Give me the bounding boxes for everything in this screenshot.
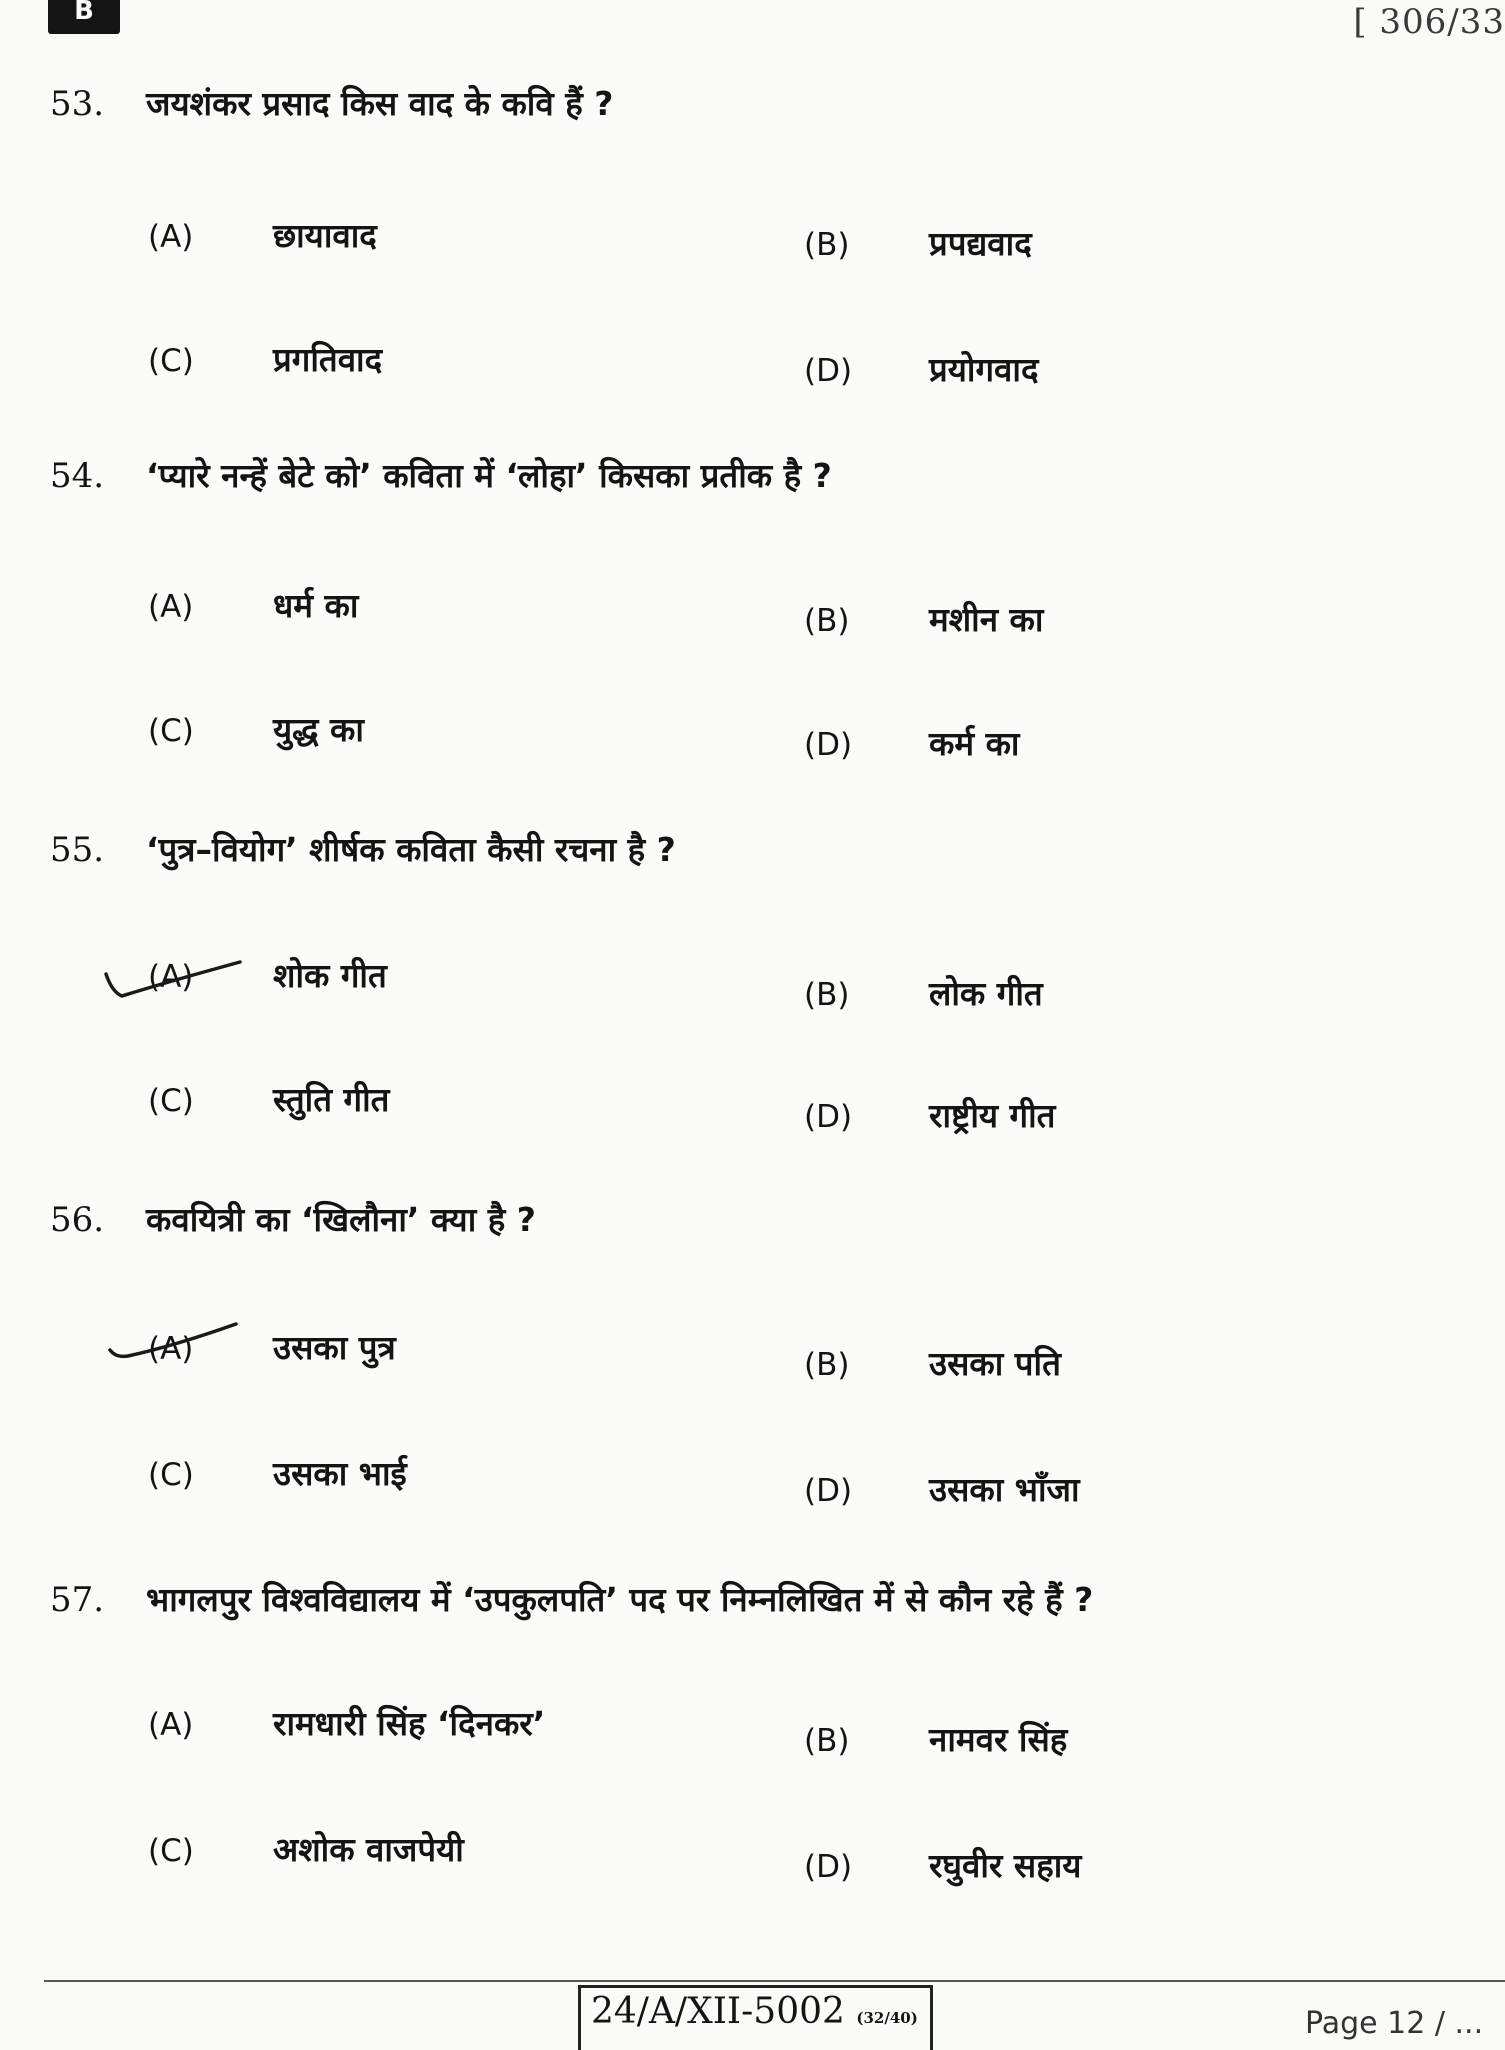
option-text: रघुवीर सहाय <box>929 1846 1082 1885</box>
question-56 <box>50 1196 1470 1244</box>
option-letter: (D) <box>804 1099 853 1135</box>
q53-option-c <box>148 336 382 385</box>
paper-code: [ 306/33 <box>1353 2 1505 42</box>
question-57 <box>50 1576 1470 1624</box>
q54-option-d <box>804 720 1019 769</box>
question-number: 53. <box>50 84 105 124</box>
set-badge <box>48 0 120 34</box>
option-letter: (D) <box>804 727 853 763</box>
q53-option-d <box>804 346 1038 395</box>
option-letter: (A) <box>148 1331 194 1367</box>
footer-rule <box>44 1980 1505 1982</box>
handwritten-tick-mark <box>100 948 250 1008</box>
option-letter: (B) <box>804 603 850 639</box>
question-text: जयशंकर प्रसाद किस वाद के कवि हैं ? <box>146 84 614 123</box>
option-letter: (C) <box>148 1833 194 1869</box>
option-letter: (B) <box>804 1723 850 1759</box>
option-text: प्रयोगवाद <box>929 350 1039 389</box>
q53-option-b <box>804 220 1032 269</box>
question-53 <box>50 80 1470 128</box>
option-letter: (C) <box>148 1457 194 1493</box>
option-text: अशोक वाजपेयी <box>273 1830 464 1869</box>
question-text: ‘पुत्र–वियोग’ शीर्षक कविता कैसी रचना है ? <box>146 830 676 869</box>
option-text: प्रगतिवाद <box>273 340 383 379</box>
footer-code-suffix: (32/40) <box>856 2009 918 2027</box>
set-label: B <box>74 0 94 26</box>
option-letter: (A) <box>148 959 194 995</box>
footer-code <box>578 1985 933 2050</box>
option-text: मशीन का <box>929 600 1044 639</box>
option-letter: (B) <box>804 977 850 1013</box>
question-text: कवयित्री का ‘खिलौना’ क्या है ? <box>146 1200 536 1239</box>
question-text: ‘प्यारे नन्हें बेटे को’ कविता में ‘लोहा’ किसका प्रतीक है ? <box>146 456 832 495</box>
q55-option-c <box>148 1076 389 1125</box>
option-text: उसका भाँजा <box>929 1470 1080 1509</box>
footer-code-text: 24/A/XII-5002 <box>591 1991 845 2032</box>
option-letter: (A) <box>148 589 194 625</box>
option-text: प्रपद्यवाद <box>929 224 1032 263</box>
question-55 <box>50 826 1470 874</box>
option-letter: (B) <box>804 227 850 263</box>
q56-option-c <box>148 1450 407 1499</box>
option-text: उसका भाई <box>273 1454 407 1493</box>
option-letter: (B) <box>804 1347 850 1383</box>
q54-option-b <box>804 596 1043 645</box>
option-text: शोक गीत <box>273 956 387 995</box>
option-letter: (A) <box>148 1707 194 1743</box>
q56-option-d <box>804 1466 1080 1515</box>
question-54 <box>50 452 1470 500</box>
option-text: युद्ध का <box>273 710 364 749</box>
question-number: 55. <box>50 830 105 870</box>
option-text: छायावाद <box>273 216 377 255</box>
option-text: राष्ट्रीय गीत <box>929 1096 1056 1135</box>
q57-option-c <box>148 1826 464 1875</box>
q56-option-b <box>804 1340 1061 1389</box>
handwritten-tick-mark <box>104 1320 244 1370</box>
page-number: Page 12 / ... <box>1305 2006 1484 2041</box>
q55-option-d <box>804 1092 1055 1141</box>
q54-option-a <box>148 582 358 631</box>
option-text: कर्म का <box>929 724 1020 763</box>
option-text: उसका पुत्र <box>273 1328 396 1367</box>
option-text: लोक गीत <box>929 974 1043 1013</box>
option-letter: (C) <box>148 713 194 749</box>
option-text: धर्म का <box>273 586 359 625</box>
q57-option-b <box>804 1716 1067 1765</box>
option-text: नामवर सिंह <box>929 1720 1068 1759</box>
q57-option-d <box>804 1842 1081 1891</box>
question-number: 54. <box>50 456 105 496</box>
option-text: रामधारी सिंह ‘दिनकर’ <box>273 1704 546 1743</box>
question-number: 57. <box>50 1580 105 1620</box>
question-number: 56. <box>50 1200 105 1240</box>
option-letter: (C) <box>148 343 194 379</box>
option-letter: (A) <box>148 219 194 255</box>
option-letter: (D) <box>804 1849 853 1885</box>
q57-option-a <box>148 1700 545 1749</box>
option-letter: (C) <box>148 1083 194 1119</box>
option-text: स्तुति गीत <box>273 1080 390 1119</box>
option-letter: (D) <box>804 1473 853 1509</box>
option-text: उसका पति <box>929 1344 1061 1383</box>
question-text: भागलपुर विश्वविद्यालय में ‘उपकुलपति’ पद पर निम्नलिखित में से कौन रहे हैं ? <box>146 1580 1094 1619</box>
q55-option-b <box>804 970 1043 1019</box>
q54-option-c <box>148 706 364 755</box>
option-letter: (D) <box>804 353 853 389</box>
q53-option-a <box>148 212 377 261</box>
